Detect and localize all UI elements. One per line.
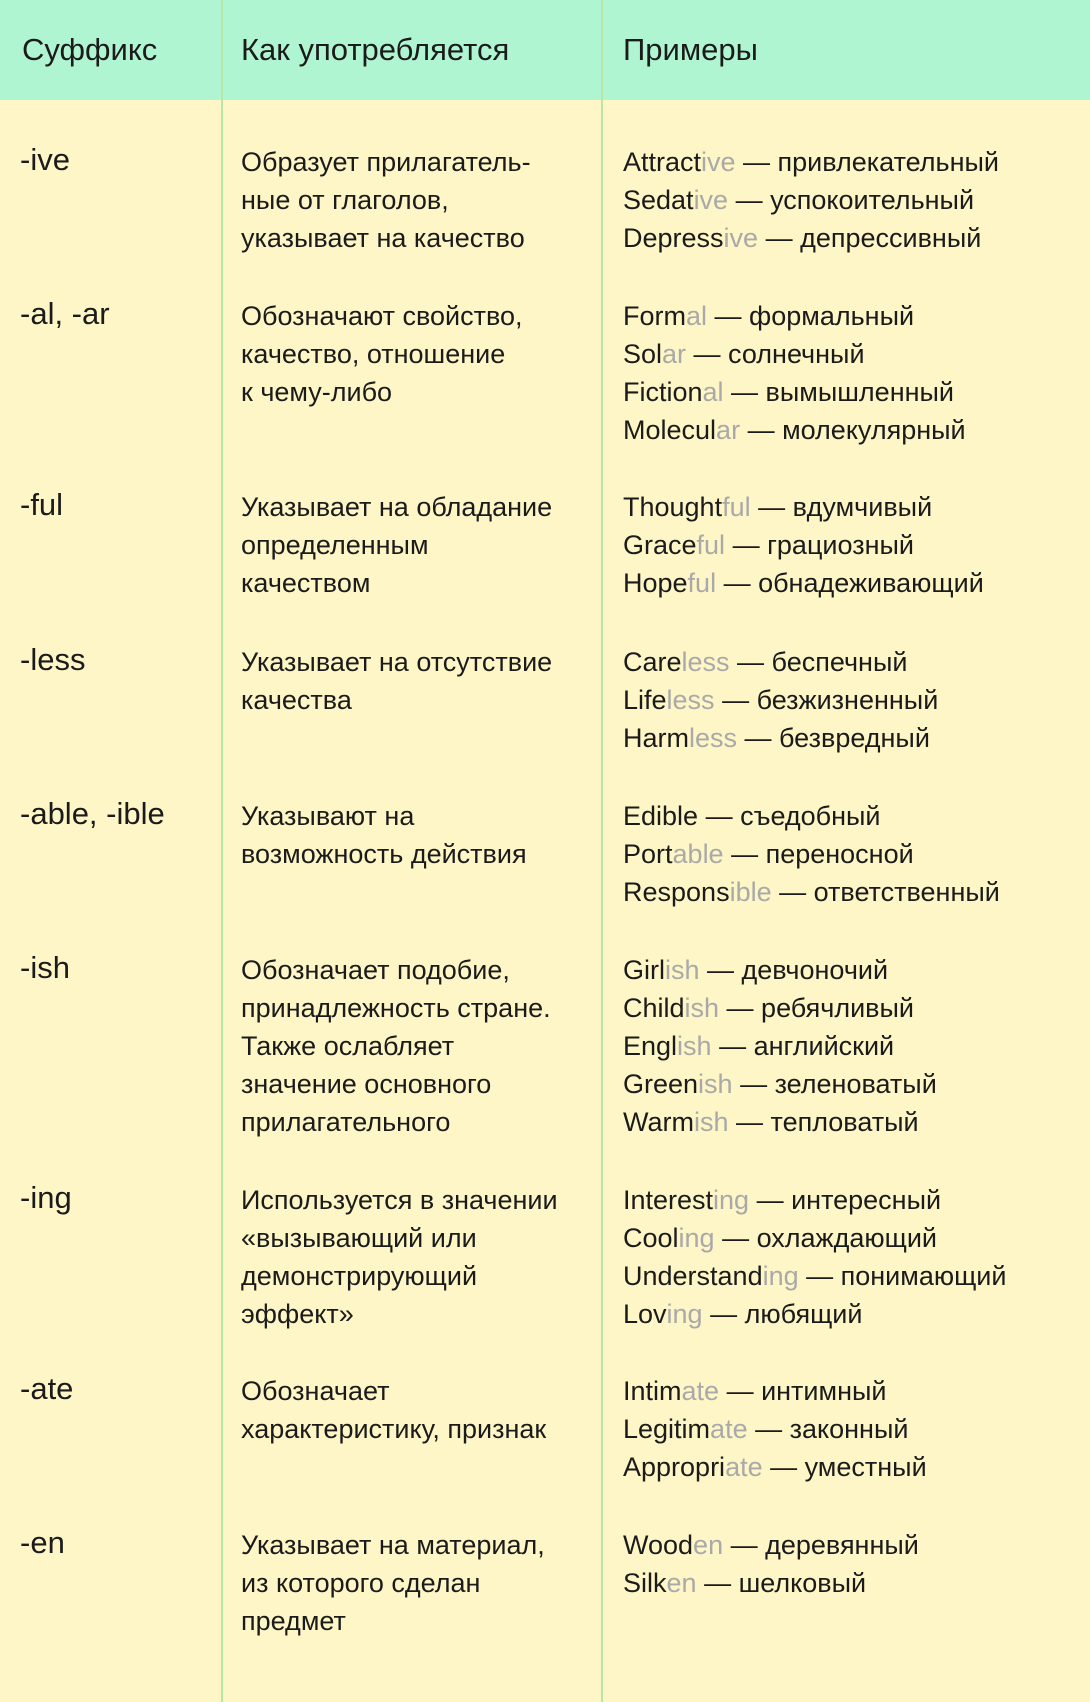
example-translation: — солнечный (686, 339, 865, 369)
usage-cell (241, 1526, 545, 1640)
example-suffix-highlight: able (672, 839, 724, 869)
example-suffix-highlight: al (686, 301, 708, 331)
example-translation: — безвредный (737, 723, 930, 753)
example-translation: — успокоительный (728, 185, 975, 215)
suffix-cell: -ish (20, 950, 70, 985)
example-translation: — деревянный (723, 1530, 919, 1560)
example-suffix-highlight: en (666, 1568, 697, 1598)
example-word-stem: Wood (623, 1530, 694, 1560)
examples-cell (623, 1526, 919, 1602)
example-line (623, 643, 938, 681)
usage-line: демонстрирующий (241, 1261, 478, 1291)
example-suffix-highlight: less (681, 647, 730, 677)
example-line (623, 219, 999, 257)
example-line (623, 1448, 927, 1486)
example-suffix-highlight: al (702, 377, 724, 407)
usage-line: Обозначают свойство, (241, 301, 523, 331)
example-translation: — шелковый (696, 1568, 867, 1598)
example-line (623, 181, 999, 219)
example-translation: — формальный (707, 301, 915, 331)
example-word-stem: Life (623, 685, 667, 715)
example-line (623, 951, 937, 989)
column-divider (601, 0, 603, 1702)
example-translation: — ответственный (771, 877, 1000, 907)
examples-cell (623, 488, 984, 602)
usage-line: из которого сделан (241, 1568, 481, 1598)
example-word-stem: Thought (623, 492, 723, 522)
column-divider (221, 0, 223, 1702)
example-suffix-highlight: ing (678, 1223, 715, 1253)
example-suffix-highlight: en (693, 1530, 724, 1560)
example-line (623, 989, 937, 1027)
example-word-stem: Appropri (623, 1452, 726, 1482)
example-line (623, 681, 938, 719)
example-word-stem: Lov (623, 1299, 667, 1329)
usage-line: качества (241, 685, 352, 715)
usage-line: качеством (241, 568, 371, 598)
example-word-stem: Care (623, 647, 682, 677)
example-word-stem: Molecul (623, 415, 717, 445)
example-translation: — безжизненный (714, 685, 939, 715)
example-line (623, 719, 938, 757)
example-line (623, 411, 966, 449)
suffix-cell: -less (20, 642, 86, 677)
example-translation: — любящий (702, 1299, 863, 1329)
suffix-cell: -ate (20, 1371, 74, 1406)
example-line (623, 1181, 1006, 1219)
header-usage: Как употребляется (241, 32, 510, 67)
example-translation: — молекулярный (740, 415, 966, 445)
usage-line: Указывает на отсутствие (241, 647, 553, 677)
examples-cell (623, 1372, 927, 1486)
example-suffix-highlight: less (666, 685, 715, 715)
suffix-cell: -ful (20, 487, 64, 522)
examples-cell (623, 797, 1000, 911)
example-line (623, 373, 966, 411)
example-line (623, 1564, 919, 1602)
example-word-stem: Girl (623, 955, 665, 985)
suffix-cell: -ing (20, 1180, 72, 1215)
usage-line: Указывает на материал, (241, 1530, 545, 1560)
usage-line: Обозначает (241, 1376, 390, 1406)
example-translation: — английский (711, 1031, 895, 1061)
example-word-stem: Grace (623, 530, 697, 560)
example-line (623, 1410, 927, 1448)
example-line (623, 1065, 937, 1103)
example-line (623, 526, 984, 564)
examples-cell (623, 643, 938, 757)
example-translation: — депрессивный (758, 223, 982, 253)
example-word-stem: Attract (623, 147, 702, 177)
example-line (623, 143, 999, 181)
example-word-stem: Engl (623, 1031, 678, 1061)
example-translation: — переносной (723, 839, 914, 869)
table-header (0, 0, 1090, 100)
usage-cell (241, 488, 552, 602)
example-word-stem: Child (623, 993, 685, 1023)
usage-line: Обозначает подобие, (241, 955, 510, 985)
example-line (623, 1295, 1006, 1333)
example-word-stem: Cool (623, 1223, 679, 1253)
examples-cell (623, 143, 999, 257)
example-translation: — законный (747, 1414, 909, 1444)
suffix-cell: -ive (20, 142, 70, 177)
example-suffix-highlight: ate (725, 1452, 763, 1482)
usage-cell (241, 951, 551, 1141)
usage-cell (241, 1181, 558, 1333)
usage-line: характеристику, признак (241, 1414, 547, 1444)
example-translation: — девчоночий (699, 955, 889, 985)
example-line (623, 488, 984, 526)
example-suffix-highlight: ar (716, 415, 741, 445)
usage-line: «вызывающий или (241, 1223, 477, 1253)
example-word-stem: Respons (623, 877, 730, 907)
example-line (623, 835, 1000, 873)
example-suffix-highlight: ar (662, 339, 687, 369)
example-word-stem: Warm (623, 1107, 694, 1137)
usage-line: Также ослабляет (241, 1031, 455, 1061)
example-line (623, 297, 966, 335)
example-word-stem: Depress (623, 223, 724, 253)
example-translation: — грациозный (725, 530, 914, 560)
example-suffix-highlight: ful (696, 530, 726, 560)
example-suffix-highlight: ate (710, 1414, 748, 1444)
example-translation: — обнадеживающий (716, 568, 984, 598)
example-line (623, 1027, 937, 1065)
example-translation: — понимающий (798, 1261, 1007, 1291)
example-translation: — привлекательный (735, 147, 999, 177)
usage-cell (241, 797, 527, 873)
example-translation: — уместный (762, 1452, 927, 1482)
usage-line: к чему-либо (241, 377, 393, 407)
example-word-stem: Intim (623, 1376, 682, 1406)
example-translation: — съедобный (698, 801, 881, 831)
example-word-stem: Legitim (623, 1414, 711, 1444)
examples-cell (623, 1181, 1006, 1333)
example-translation: — вымышленный (723, 377, 955, 407)
example-line (623, 873, 1000, 911)
example-suffix-highlight: less (689, 723, 738, 753)
example-word-stem: Hope (623, 568, 688, 598)
example-line (623, 1372, 927, 1410)
usage-line: Указывает на обладание (241, 492, 553, 522)
example-line (623, 1103, 937, 1141)
usage-line: определенным (241, 530, 429, 560)
example-line (623, 564, 984, 602)
example-translation: — охлаждающий (714, 1223, 938, 1253)
usage-line: указывает на качество (241, 223, 525, 253)
usage-line: ные от глаголов, (241, 185, 449, 215)
example-suffix-highlight: ive (701, 147, 736, 177)
usage-line: качество, отношение (241, 339, 506, 369)
example-suffix-highlight: ible (729, 877, 772, 907)
examples-cell (623, 951, 937, 1141)
usage-line: значение основного (241, 1069, 492, 1099)
example-word-stem: Understand (623, 1261, 763, 1291)
example-line (623, 1257, 1006, 1295)
example-suffix-highlight: ish (698, 1069, 733, 1099)
example-word-stem: Sedat (623, 185, 694, 215)
header-suffix: Суффикс (22, 32, 158, 67)
example-line (623, 335, 966, 373)
suffix-cell: -al, -ar (20, 296, 110, 331)
suffix-cell: -able, -ible (20, 796, 165, 831)
example-translation: — вдумчивый (750, 492, 933, 522)
example-suffix-highlight: ive (723, 223, 759, 253)
example-word-stem: Port (623, 839, 673, 869)
usage-cell (241, 1372, 546, 1448)
example-suffix-highlight: ing (713, 1185, 750, 1215)
example-line (623, 1219, 1006, 1257)
usage-cell (241, 143, 531, 257)
example-translation: — тепловатый (728, 1107, 919, 1137)
usage-cell (241, 643, 552, 719)
usage-line: прилагательного (241, 1107, 451, 1137)
example-translation: — беспечный (729, 647, 908, 677)
example-word-stem: Fiction (623, 377, 703, 407)
example-word-stem: Interest (623, 1185, 714, 1215)
header-examples: Примеры (623, 32, 758, 67)
example-line (623, 1526, 919, 1564)
usage-line: Образует прилагатель- (241, 147, 531, 177)
example-suffix-highlight: ing (666, 1299, 703, 1329)
example-translation: — интересный (749, 1185, 942, 1215)
usage-line: предмет (241, 1606, 346, 1636)
usage-line: эффект» (241, 1299, 354, 1329)
suffix-cell: -en (20, 1525, 65, 1560)
example-word-stem: Sol (623, 339, 663, 369)
example-suffix-highlight: ful (722, 492, 751, 522)
example-translation: — зеленоватый (732, 1069, 937, 1099)
example-suffix-highlight: ful (687, 568, 717, 598)
example-word-stem: Green (623, 1069, 699, 1099)
example-suffix-highlight: ish (665, 955, 700, 985)
example-suffix-highlight: ate (681, 1376, 720, 1406)
example-word-stem: Silk (623, 1568, 667, 1598)
example-translation: — ребячливый (719, 993, 915, 1023)
example-line (623, 797, 1000, 835)
example-word-stem: Edible (623, 801, 699, 831)
usage-line: возможность действия (241, 839, 527, 869)
examples-cell (623, 297, 966, 449)
example-suffix-highlight: ish (693, 1107, 729, 1137)
usage-line: принадлежность стране. (241, 993, 551, 1023)
example-suffix-highlight: ish (684, 993, 720, 1023)
example-suffix-highlight: ish (677, 1031, 712, 1061)
example-word-stem: Harm (623, 723, 689, 753)
usage-line: Указывают на (241, 801, 415, 831)
usage-line: Используется в значении (241, 1185, 558, 1215)
example-suffix-highlight: ing (762, 1261, 799, 1291)
example-translation: — интимный (719, 1376, 887, 1406)
usage-cell (241, 297, 523, 411)
example-suffix-highlight: ive (693, 185, 729, 215)
example-word-stem: Form (623, 301, 686, 331)
